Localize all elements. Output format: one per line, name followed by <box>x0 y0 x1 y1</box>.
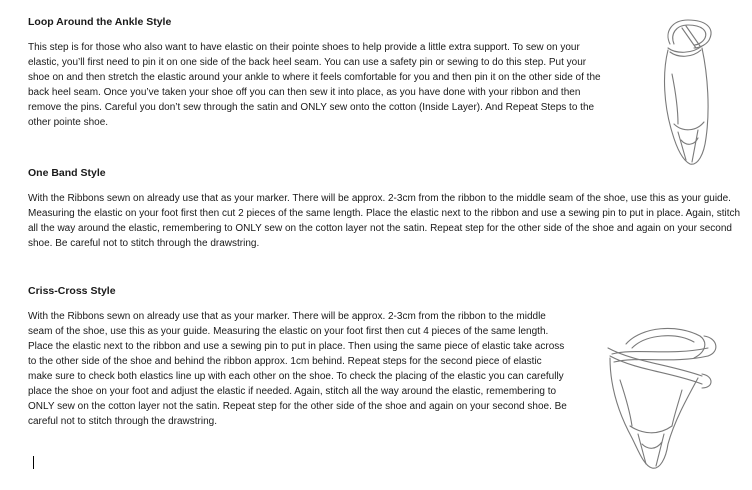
section-heading: One Band Style <box>28 167 106 179</box>
section-heading: Loop Around the Ankle Style <box>28 16 172 28</box>
text-cursor <box>33 456 34 469</box>
section-body[interactable]: With the Ribbons sewn on already use that as your marker. There will be approx. 2-3cm from the ribbon to the middle seam of the shoe, use this as your guide. Measuring the elastic on your foot first then cut 2 pieces of the same length. Place the elastic next to the ribbon and use a sewing pin to put in place. Again, stitch all the way around the elastic, remembering to ONLY sew on the cotton layer not the satin. Repeat step for the other side of the shoe and again on your second shoe. Be careful not to stitch through the drawstring. <box>28 193 741 249</box>
section-body[interactable]: With the Ribbons sewn on already use that as your marker. There will be approx. 2-3cm from the ribbon to the middle seam of the shoe, use this as your guide. Measuring the elastic on your foot first then cut 4 pieces of the same length. Place the elastic next to the ribbon and use a sewing pin to put in place. Then using the same piece of elastic take across to the other side of the shoe and behind the ribbon approx. 1cm behind. Repeat steps for the second piece of elastic make sure to check both elastics line up with each other on the shoe. To check the placing of the elastic you can carefully place the shoe on your foot and adjust the elastic if needed. Again, stitch all the way around the elastic, remembering to ONLY sew on the cotton layer not the satin. Repeat step for the other side of the shoe and again on your second shoe. Be careful not to stitch through the drawstring. <box>28 311 567 427</box>
section-loop-around-ankle <box>28 16 608 130</box>
pointe-shoe-criss-cross-icon <box>586 318 726 474</box>
section-criss-cross <box>28 285 568 429</box>
section-body[interactable]: This step is for those who also want to have elastic on their pointe shoes to help provide a little extra support. To sew on your elastic, you’ll first need to pin it on one side of the back heel seam. You can use a safety pin or sewing to do this step. Put your shoe on and then stretch the elastic around your ankle to where it feels comfortable for you and then pin it on the other side of the back heel seam. Once you’ve taken your shoe off you can then sew it into place, as you have done with your ribbon and then remove the pins. Careful you don’t sew through the satin and ONLY sew onto the cotton (Inside Layer). And Repeat Steps to the other pointe shoe. <box>28 42 601 128</box>
pointe-shoe-loop-icon <box>648 14 728 170</box>
section-one-band <box>28 167 742 251</box>
section-heading: Criss-Cross Style <box>28 285 116 297</box>
